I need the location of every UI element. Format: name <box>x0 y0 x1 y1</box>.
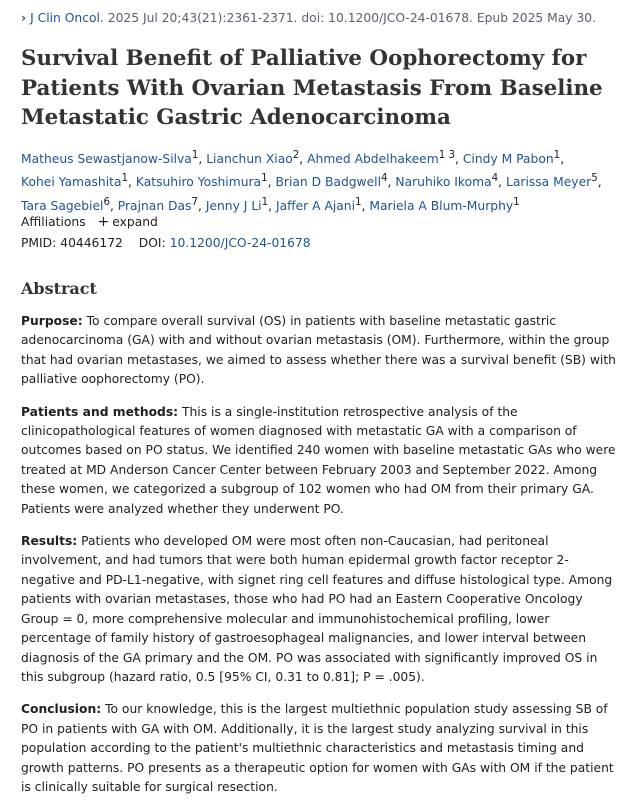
author-item[interactable]: Jaffer A Ajani$^1$ <box>275 195 362 213</box>
author-item[interactable]: Tara Sagebiel$^6$ <box>21 195 110 213</box>
doi-link[interactable]: 10.1200/JCO-24-01678 <box>169 236 311 250</box>
identifiers-row <box>21 236 311 250</box>
author-item[interactable]: Katsuhiro Yoshimura$^1$ <box>135 172 268 190</box>
abstract-section-results: Results: Patients who developed OM were most often non-Caucasian, had peritoneal involvement, and had tumors that were both human epidermal growth factor receptor 2-negative and PD-L1-negative, with signet ring cell features and diffuse histological type. Among patients with ovarian metastases, those who had PO had an Eastern Cooperative Oncology Group = 0, more comprehensive molecular and immunohistochemical profiling, lower percentage of family history of gastroesophageal malignancies, and lower interval between diagnosis of the GA primary and the OM. PO was associated with significantly improved OS in this subgroup (hazard ratio, 0.5 [95% CI, 0.31 to 0.81]; P = .005). <box>21 534 613 684</box>
article-title: Survival Benefit of Palliative Oophorectomy for Patients With Ovarian Metastasis From Baseline Metastatic Gastric Adenocarcinoma <box>21 46 603 130</box>
journal-link[interactable]: J Clin Oncol. <box>30 11 104 25</box>
doi-label: DOI: <box>138 236 166 250</box>
author-item[interactable]: Prajnan Das$^7$ <box>117 195 198 213</box>
author-item[interactable]: Larissa Meyer$^5$ <box>506 172 598 190</box>
author-item[interactable]: Cindy M Pabon$^1$ <box>462 149 561 167</box>
abstract-section-purpose: Purpose: To compare overall survival (OS) in patients with baseline metastatic gastric adenocarcinoma (GA) with and without ovarian metastasis (OM). Furthermore, within the group that had ovarian metastases, we aimed to assess whether there was a survival benefit (SB) with palliative oophorectomy (PO). <box>21 314 616 387</box>
author-item[interactable]: Matheus Sewastjanow-Silva$^1$ <box>21 149 199 167</box>
author-item[interactable]: Naruhiko Ikoma$^4$ <box>395 172 499 190</box>
abstract-body <box>21 312 621 810</box>
plus-icon: + <box>97 214 110 230</box>
citation-line <box>21 11 596 25</box>
affiliations-row <box>21 214 158 230</box>
pmid-value: 40446172 <box>60 236 123 250</box>
affiliations-label: Affiliations <box>21 215 86 229</box>
author-item[interactable]: Mariela A Blum-Murphy$^1$ <box>369 195 520 213</box>
author-item[interactable]: Lianchun Xiao$^2$ <box>206 149 300 167</box>
authors-list: Matheus Sewastjanow-Silva$^1$, Lianchun Xiao$^2$, Ahmed Abdelhakeem$^{1 3}$, Cindy M Pabon$^1$, Kohei Yamashita$^1$, Katsuhiro Yoshimura$^1$, Brian D Badgwell$^4$, Naruhiko Ikoma$^4$, Larissa Meyer$^5$, Tara Sagebiel$^6$, Prajnan Das$^7$, Jenny J Li$^1$, Jaffer A Ajani$^1$, Mariela A Blum-Murphy$^1$ <box>21 149 602 213</box>
expand-affiliations-button[interactable]: + expand <box>97 214 158 230</box>
citation-details: 2025 Jul 20;43(21):2361-2371. doi: 10.1200/JCO-24-01678. Epub 2025 May 30. <box>107 11 597 25</box>
abstract-section-methods: Patients and methods: This is a single-institution retrospective analysis of the clinicopathological features of women diagnosed with metastatic GA with a comparison of outcomes based on PO status. We identified 240 women with baseline metastatic GAs who were treated at MD Anderson Cancer Center between February 2003 and September 2022. Among these women, we categorized a subgroup of 102 women who had OM from their primary GA. Patients were analyzed whether they underwent PO. <box>21 404 616 516</box>
author-item[interactable]: Ahmed Abdelhakeem$^{1 3}$ <box>307 149 456 167</box>
author-item[interactable]: Brian D Badgwell$^4$ <box>275 172 388 190</box>
author-item[interactable]: Jenny J Li$^1$ <box>205 195 269 213</box>
abstract-section-conclusion: Conclusion: To our knowledge, this is the largest multiethnic population study assessing SB of PO in patients with GA with OM. Additionally, it is the largest study analyzing survival in this population according to the patient's multiethnic characteristics and metastasis timing and growth patterns. PO presents as a therapeutic option for women with GAs with OM if the patient is clinically suitable for surgical resection. <box>21 702 614 794</box>
pmid-label: PMID: <box>21 236 57 250</box>
author-item[interactable]: Kohei Yamashita$^1$ <box>21 172 129 190</box>
abstract-heading: Abstract <box>21 279 97 298</box>
chevron-right-icon[interactable]: › <box>21 11 27 25</box>
